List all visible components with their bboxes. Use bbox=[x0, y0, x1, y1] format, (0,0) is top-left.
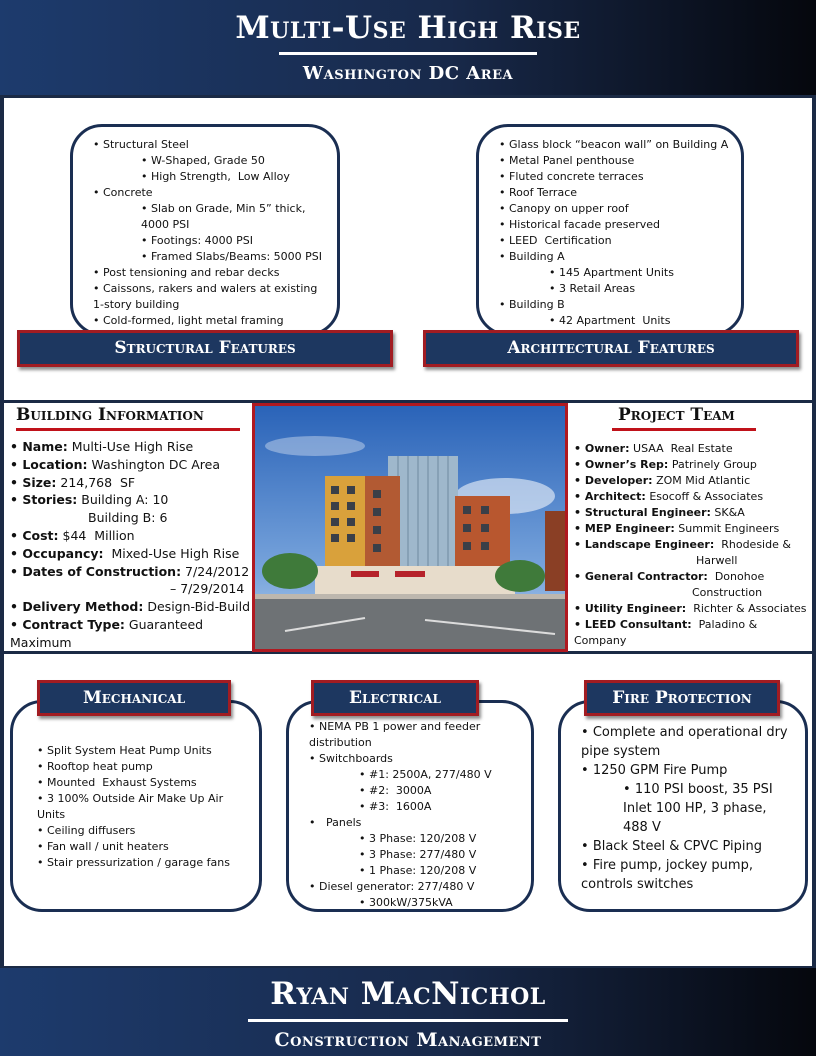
list-item: • Black Steel & CPVC Piping bbox=[581, 837, 795, 856]
building-rendering bbox=[252, 403, 568, 652]
item-value: USAA Real Estate bbox=[629, 442, 733, 455]
item-key: Stories: bbox=[22, 492, 78, 508]
list-item: • 1 Phase: 120/208 V bbox=[309, 863, 523, 879]
list-item: • #1: 2500A, 277/480 V bbox=[309, 767, 523, 783]
list-item: • Canopy on upper roof bbox=[499, 201, 731, 217]
item-value: SK&A bbox=[710, 506, 745, 519]
list-item: • 1250 GPM Fire Pump bbox=[581, 761, 795, 780]
list-item: • 3 Phase: 277/480 V bbox=[309, 847, 523, 863]
mechanical-label: Mechanical bbox=[37, 680, 231, 716]
list-item bbox=[574, 441, 810, 457]
item-value: ZOM Mid Atlantic bbox=[652, 474, 751, 487]
item-key: Owner: bbox=[584, 442, 630, 455]
list-item: • 300kW/375kVA bbox=[309, 895, 523, 911]
project-team-rule bbox=[612, 428, 756, 431]
list-item: • Complete and operational dry pipe system bbox=[581, 723, 795, 761]
item-value: 214,768 SF bbox=[56, 474, 136, 490]
list-item: • 42 Apartment Units bbox=[499, 313, 731, 329]
item-value: Mixed-Use High Rise bbox=[103, 545, 240, 561]
list-item: • Switchboards bbox=[309, 751, 523, 767]
list-item bbox=[10, 456, 255, 474]
list-item: • 3 100% Outside Air Make Up Air Units bbox=[37, 791, 251, 823]
list-item: • 110 PSI boost, 35 PSI bbox=[581, 780, 795, 799]
item-key: Contract Type: bbox=[22, 616, 125, 632]
author-name: Ryan MacNichol bbox=[270, 976, 546, 1012]
list-item: • LEED Certification bbox=[499, 233, 731, 249]
list-item: • Structural Steel bbox=[93, 137, 323, 153]
list-item: • Split System Heat Pump Units bbox=[37, 743, 251, 759]
item-value: Construction bbox=[692, 586, 763, 599]
item-value: Donohoe bbox=[707, 570, 765, 583]
list-item: • Panels bbox=[309, 815, 523, 831]
list-item: • Roof Terrace bbox=[499, 185, 731, 201]
item-value: – 7/29/2014 bbox=[170, 581, 245, 597]
item-value: 7/24/2012 bbox=[181, 563, 250, 579]
item-key: Name: bbox=[22, 439, 68, 454]
item-key: Landscape Engineer: bbox=[584, 538, 715, 551]
list-item: • Diesel generator: 277/480 V bbox=[309, 879, 523, 895]
electrical-box bbox=[286, 700, 534, 912]
structural-features-list bbox=[93, 137, 323, 329]
architectural-features-box bbox=[476, 124, 744, 336]
list-item: • NEMA PB 1 power and feeder distribution bbox=[309, 719, 523, 751]
list-item: • Concrete bbox=[93, 185, 323, 201]
item-value: Multi-Use High Rise bbox=[67, 439, 194, 454]
list-item: • Ceiling diffusers bbox=[37, 823, 251, 839]
list-item bbox=[574, 473, 810, 489]
fire-protection-box bbox=[558, 700, 808, 912]
fire-protection-list bbox=[581, 723, 795, 894]
item-key: Dates of Construction: bbox=[22, 563, 182, 579]
list-item bbox=[574, 505, 810, 521]
list-item: • Caissons, rakers and walers at existing 1-story building bbox=[93, 281, 323, 313]
mechanical-box bbox=[10, 700, 262, 912]
item-key: Structural Engineer: bbox=[584, 506, 711, 519]
list-item: • Building B bbox=[499, 297, 731, 313]
item-value: $44 Million bbox=[58, 527, 135, 543]
project-team-heading: Project Team bbox=[618, 405, 735, 425]
architectural-features-list bbox=[499, 137, 731, 329]
list-item: • Rooftop heat pump bbox=[37, 759, 251, 775]
list-item bbox=[574, 601, 810, 617]
list-item: • Metal Panel penthouse bbox=[499, 153, 731, 169]
item-key: Delivery Method: bbox=[22, 599, 144, 615]
list-item: • W-Shaped, Grade 50 bbox=[93, 153, 323, 169]
item-value: Guaranteed Maximum bbox=[10, 616, 208, 650]
item-value: Richter & Associates bbox=[686, 602, 807, 615]
electrical-label: Electrical bbox=[311, 680, 479, 716]
item-key: Location: bbox=[22, 456, 88, 472]
item-key: Size: bbox=[22, 474, 57, 490]
structural-features-label: Structural Features bbox=[17, 330, 393, 367]
page-header bbox=[0, 0, 816, 95]
list-item bbox=[10, 598, 255, 616]
architectural-features-label: Architectural Features bbox=[423, 330, 799, 367]
electrical-list bbox=[309, 719, 523, 911]
list-item bbox=[10, 580, 255, 598]
list-item bbox=[10, 563, 255, 581]
list-item: • 3 Phase: 120/208 V bbox=[309, 831, 523, 847]
page-title: Multi-Use High Rise bbox=[235, 10, 581, 46]
list-item bbox=[574, 585, 810, 601]
item-key: Occupancy: bbox=[22, 545, 104, 561]
building-information-heading: Building Information bbox=[16, 405, 204, 425]
list-item: • Mounted Exhaust Systems bbox=[37, 775, 251, 791]
list-item bbox=[10, 545, 255, 563]
page-subtitle: Washington DC Area bbox=[302, 63, 514, 84]
list-item bbox=[574, 521, 810, 537]
item-key: Developer: bbox=[584, 474, 653, 487]
list-item: • Glass block “beacon wall” on Building A bbox=[499, 137, 731, 153]
item-key: Cost: bbox=[22, 527, 59, 543]
list-item: • Cold-formed, light metal framing bbox=[93, 313, 323, 329]
list-item: • #2: 3000A bbox=[309, 783, 523, 799]
list-item: Inlet 100 HP, 3 phase, 488 V bbox=[623, 801, 771, 835]
project-team-list bbox=[574, 441, 810, 649]
title-rule bbox=[279, 52, 537, 55]
item-value: Summit Engineers bbox=[674, 522, 780, 535]
list-item: • Fan wall / unit heaters bbox=[37, 839, 251, 855]
list-item: • Framed Slabs/Beams: 5000 PSI bbox=[93, 249, 323, 265]
item-key: Architect: bbox=[584, 490, 646, 503]
structural-features-box bbox=[70, 124, 340, 336]
list-item bbox=[574, 537, 810, 553]
item-key: LEED Consultant: bbox=[584, 618, 692, 631]
list-item: • 3 Retail Areas bbox=[499, 281, 731, 297]
item-value: Rhodeside & bbox=[714, 538, 791, 551]
list-item: • Footings: 4000 PSI bbox=[93, 233, 323, 249]
list-item: • #3: 1600A bbox=[309, 799, 523, 815]
list-item bbox=[574, 457, 810, 473]
list-item bbox=[574, 553, 810, 569]
item-value: Washington DC Area bbox=[87, 456, 220, 472]
item-value: Harwell bbox=[696, 554, 738, 567]
fire-protection-label: Fire Protection bbox=[584, 680, 780, 716]
footer-subtitle: Construction Management bbox=[274, 1029, 542, 1051]
list-item bbox=[10, 438, 255, 456]
list-item bbox=[10, 491, 255, 509]
building-information-list bbox=[10, 438, 255, 669]
list-item bbox=[10, 527, 255, 545]
mechanical-list bbox=[37, 743, 251, 871]
list-item bbox=[10, 509, 255, 527]
item-key: MEP Engineer: bbox=[584, 522, 675, 535]
list-item bbox=[574, 569, 810, 585]
list-item: • 145 Apartment Units bbox=[499, 265, 731, 281]
list-item bbox=[574, 489, 810, 505]
item-value: Design-Bid-Build bbox=[143, 599, 251, 615]
item-key: Owner’s Rep: bbox=[584, 458, 669, 471]
list-item: • Historical facade preserved bbox=[499, 217, 731, 233]
list-item: • Post tensioning and rebar decks bbox=[93, 265, 323, 281]
list-item bbox=[574, 617, 810, 649]
list-item: • Slab on Grade, Min 5” thick, bbox=[93, 201, 323, 217]
footer-rule bbox=[248, 1019, 568, 1022]
item-value: Esocoff & Associates bbox=[645, 490, 764, 503]
list-item: • High Strength, Low Alloy bbox=[93, 169, 323, 185]
list-item: 4000 PSI bbox=[141, 218, 190, 231]
item-key: General Contractor: bbox=[584, 570, 708, 583]
list-item: • Building A bbox=[499, 249, 731, 265]
building-rendering-illustration bbox=[255, 406, 565, 649]
item-value: Building B: 6 bbox=[88, 510, 168, 526]
item-value: Patrinely Group bbox=[668, 458, 757, 471]
page-footer bbox=[0, 968, 816, 1056]
list-item: • Stair pressurization / garage fans bbox=[37, 855, 251, 871]
list-item: • Fire pump, jockey pump, controls switches bbox=[581, 856, 795, 894]
item-value: Paladino & Company bbox=[574, 618, 761, 647]
list-item bbox=[10, 616, 255, 652]
list-item bbox=[10, 474, 255, 492]
item-value: Building A: 10 bbox=[77, 492, 169, 508]
item-key: Utility Engineer: bbox=[584, 602, 687, 615]
list-item: • Fluted concrete terraces bbox=[499, 169, 731, 185]
building-information-rule bbox=[16, 428, 240, 431]
